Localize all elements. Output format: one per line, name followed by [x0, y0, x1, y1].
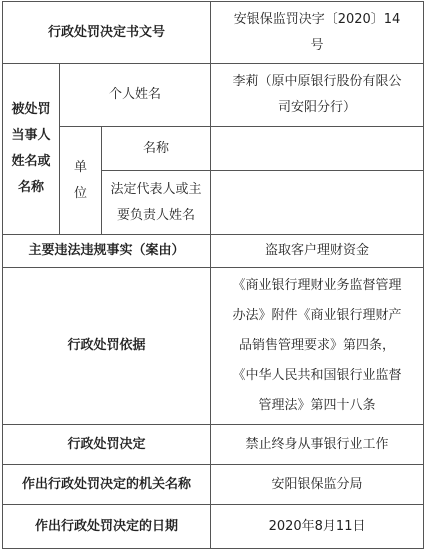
decision-date-value: 2020年8月11日 — [211, 505, 424, 549]
row-unit-name — [3, 127, 424, 171]
document-number-value: 安银保监罚决字〔2020〕14 号 — [211, 2, 424, 64]
penalty-basis-value: 《商业银行理财业务监督管理 办法》附件《商业银行理财产 品销售管理要求》第四条， 《中华人民共和国银行业监督 管理法》第四十八条 — [211, 268, 424, 425]
unit-label: 单 位 — [60, 127, 102, 235]
penalty-info-table — [2, 1, 424, 549]
decision-date-label: 作出行政处罚决定的日期 — [3, 505, 211, 549]
row-issuing-authority — [3, 465, 424, 505]
row-penalty-decision — [3, 425, 424, 465]
document-number-label: 行政处罚决定书文号 — [3, 2, 211, 64]
party-group-label: 被处罚 当事人 姓名或 名称 — [3, 64, 60, 235]
issuing-authority-label: 作出行政处罚决定的机关名称 — [3, 465, 211, 505]
issuing-authority-value: 安阳银保监分局 — [211, 465, 424, 505]
penalty-basis-label: 行政处罚依据 — [3, 268, 211, 425]
row-penalty-basis — [3, 268, 424, 425]
individual-name-label: 个人姓名 — [60, 64, 211, 127]
row-decision-date — [3, 505, 424, 549]
row-document-number — [3, 2, 424, 64]
row-violation-facts — [3, 235, 424, 268]
individual-name-value: 李莉（原中原银行股份有限公 司安阳分行） — [211, 64, 424, 127]
penalty-decision-value: 禁止终身从事银行业工作 — [211, 425, 424, 465]
violation-facts-label: 主要违法违规事实（案由） — [3, 235, 211, 268]
row-individual-name — [3, 64, 424, 127]
penalty-decision-label: 行政处罚决定 — [3, 425, 211, 465]
legal-representative-value — [211, 171, 424, 235]
unit-name-label: 名称 — [102, 127, 211, 171]
violation-facts-value: 盗取客户理财资金 — [211, 235, 424, 268]
legal-representative-label: 法定代表人或主 要负责人姓名 — [102, 171, 211, 235]
unit-name-value — [211, 127, 424, 171]
